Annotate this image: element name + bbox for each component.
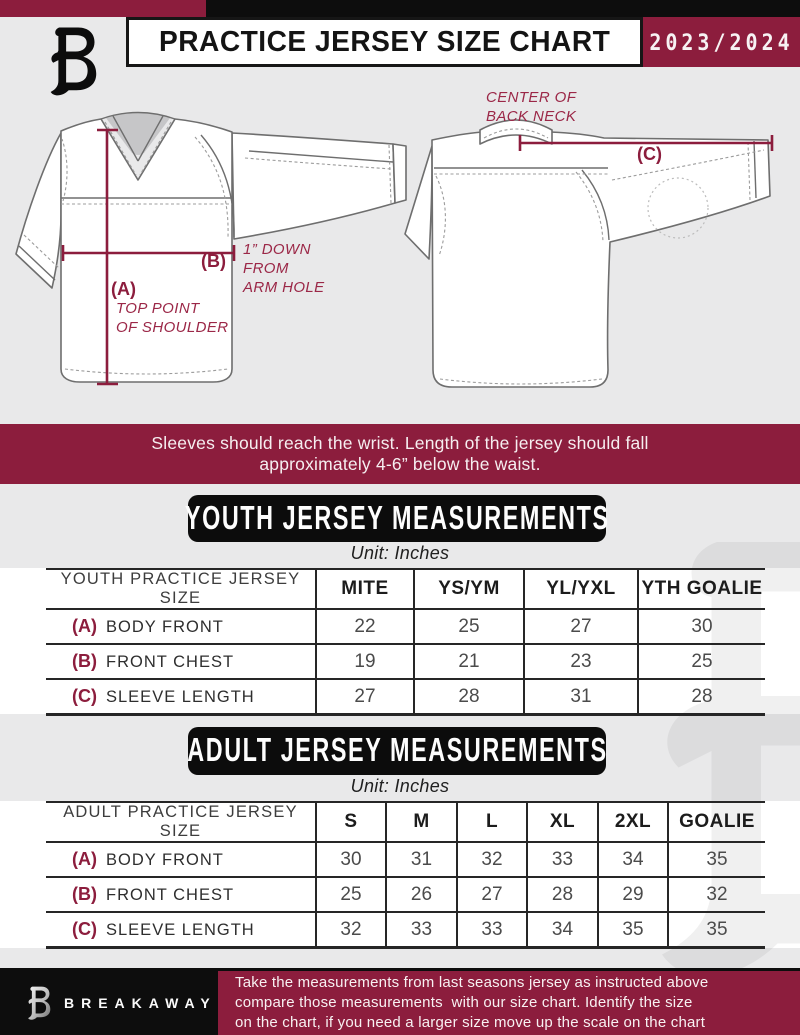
measure-a-label: (A) bbox=[111, 279, 136, 299]
table-row bbox=[46, 679, 765, 715]
table-row bbox=[46, 644, 765, 679]
youth-section-heading bbox=[184, 495, 610, 542]
measurement-value: 35 bbox=[668, 912, 765, 948]
measure-b-label: (B) bbox=[201, 251, 226, 271]
measurement-label: (C) SLEEVE LENGTH bbox=[46, 912, 316, 948]
table-header-row bbox=[46, 569, 765, 609]
page-title-box bbox=[126, 17, 643, 67]
column-header: L bbox=[457, 802, 527, 842]
column-header: S bbox=[316, 802, 386, 842]
measurement-key: (C) bbox=[72, 686, 97, 706]
measurement-value: 22 bbox=[316, 609, 414, 644]
measurement-value: 30 bbox=[638, 609, 765, 644]
text-line: OF SHOULDER bbox=[116, 319, 229, 336]
adult-table bbox=[46, 801, 765, 949]
text-line: Sleeves should reach the wrist. Length of the jersey should fall bbox=[151, 433, 649, 453]
brand-name: BREAKAWAY bbox=[64, 995, 217, 1011]
column-header: M bbox=[386, 802, 457, 842]
footer-instructions bbox=[218, 971, 800, 1035]
column-header: YTH GOALIE bbox=[638, 569, 765, 609]
table-row bbox=[46, 877, 765, 912]
armhole-note bbox=[243, 240, 325, 297]
top-strip-maroon bbox=[0, 0, 206, 17]
measurement-key: (A) bbox=[72, 849, 97, 869]
measurement-value: 33 bbox=[527, 842, 598, 877]
table-header-row bbox=[46, 802, 765, 842]
footer-brand-block bbox=[0, 971, 218, 1035]
measurement-value: 27 bbox=[457, 877, 527, 912]
text-line: ARM HOLE bbox=[243, 279, 325, 296]
measurement-value: 32 bbox=[457, 842, 527, 877]
measurement-value: 31 bbox=[386, 842, 457, 877]
measurement-value: 28 bbox=[414, 679, 524, 715]
text-line: on the chart, if you need a larger size move up the scale on the chart bbox=[235, 1014, 706, 1031]
measurement-value: 25 bbox=[316, 877, 386, 912]
top-strip-black bbox=[206, 0, 800, 17]
breakaway-logo-icon bbox=[46, 24, 100, 98]
measurement-value: 32 bbox=[316, 912, 386, 948]
measurement-value: 34 bbox=[527, 912, 598, 948]
column-header: XL bbox=[527, 802, 598, 842]
measurement-key: (C) bbox=[72, 919, 97, 939]
column-header: 2XL bbox=[598, 802, 668, 842]
text-line: TOP POINT bbox=[116, 300, 200, 317]
adult-section-heading bbox=[188, 727, 606, 775]
measurement-label: (A) BODY FRONT bbox=[46, 842, 316, 877]
measurement-value: 32 bbox=[668, 877, 765, 912]
table-row bbox=[46, 842, 765, 877]
measurement-value: 33 bbox=[386, 912, 457, 948]
footer-logo-icon bbox=[26, 985, 52, 1021]
season-label: 2023/2024 bbox=[649, 28, 794, 56]
measurement-label: (B) FRONT CHEST bbox=[46, 644, 316, 679]
text-line: BACK NECK bbox=[486, 108, 577, 125]
measurement-value: 25 bbox=[414, 609, 524, 644]
youth-heading-text: YOUTH JERSEY MEASUREMENTS bbox=[184, 499, 610, 537]
column-header: YS/YM bbox=[414, 569, 524, 609]
measurement-key: (B) bbox=[72, 651, 97, 671]
measurement-value: 21 bbox=[414, 644, 524, 679]
text-line: compare those measurements with our size chart. Identify the size bbox=[235, 994, 693, 1011]
measure-c-label: (C) bbox=[637, 144, 662, 164]
measurement-value: 25 bbox=[638, 644, 765, 679]
text-line: Take the measurements from last seasons jersey as instructed above bbox=[235, 974, 709, 991]
column-header: GOALIE bbox=[668, 802, 765, 842]
measurement-label: (C) SLEEVE LENGTH bbox=[46, 679, 316, 715]
center-back-neck-note bbox=[486, 88, 576, 126]
measurement-value: 28 bbox=[527, 877, 598, 912]
measurement-value: 34 bbox=[598, 842, 668, 877]
measurement-value: 29 bbox=[598, 877, 668, 912]
adult-heading-text: ADULT JERSEY MEASUREMENTS bbox=[186, 731, 608, 769]
measurement-key: (B) bbox=[72, 884, 97, 904]
measurement-label: (A) BODY FRONT bbox=[46, 609, 316, 644]
measurement-value: 30 bbox=[316, 842, 386, 877]
shoulder-note bbox=[116, 299, 228, 337]
size-column-title: ADULT PRACTICE JERSEY SIZE bbox=[46, 802, 316, 842]
measurement-value: 27 bbox=[316, 679, 414, 715]
text-line: 1” DOWN bbox=[243, 241, 311, 258]
measurement-value: 31 bbox=[524, 679, 638, 715]
measurement-value: 23 bbox=[524, 644, 638, 679]
column-header: YL/YXL bbox=[524, 569, 638, 609]
adult-unit-label: Unit: Inches bbox=[350, 776, 450, 796]
table-row bbox=[46, 609, 765, 644]
text-line: approximately 4-6” below the waist. bbox=[259, 454, 541, 474]
measurement-value: 27 bbox=[524, 609, 638, 644]
measurement-value: 35 bbox=[668, 842, 765, 877]
youth-table bbox=[46, 568, 765, 716]
text-line: CENTER OF bbox=[486, 89, 577, 106]
measurement-value: 26 bbox=[386, 877, 457, 912]
season-badge bbox=[643, 17, 800, 67]
page-title: PRACTICE JERSEY SIZE CHART bbox=[158, 25, 611, 58]
table-row bbox=[46, 912, 765, 948]
size-column-title: YOUTH PRACTICE JERSEY SIZE bbox=[46, 569, 316, 609]
text-line: FROM bbox=[243, 260, 289, 277]
measurement-value: 35 bbox=[598, 912, 668, 948]
measurement-key: (A) bbox=[72, 616, 97, 636]
youth-unit-label: Unit: Inches bbox=[350, 543, 450, 563]
measurement-value: 19 bbox=[316, 644, 414, 679]
back-jersey-diagram bbox=[398, 88, 800, 410]
measurement-value: 33 bbox=[457, 912, 527, 948]
measurement-value: 28 bbox=[638, 679, 765, 715]
measurement-label: (B) FRONT CHEST bbox=[46, 877, 316, 912]
fit-notice-banner bbox=[0, 424, 800, 484]
column-header: MITE bbox=[316, 569, 414, 609]
